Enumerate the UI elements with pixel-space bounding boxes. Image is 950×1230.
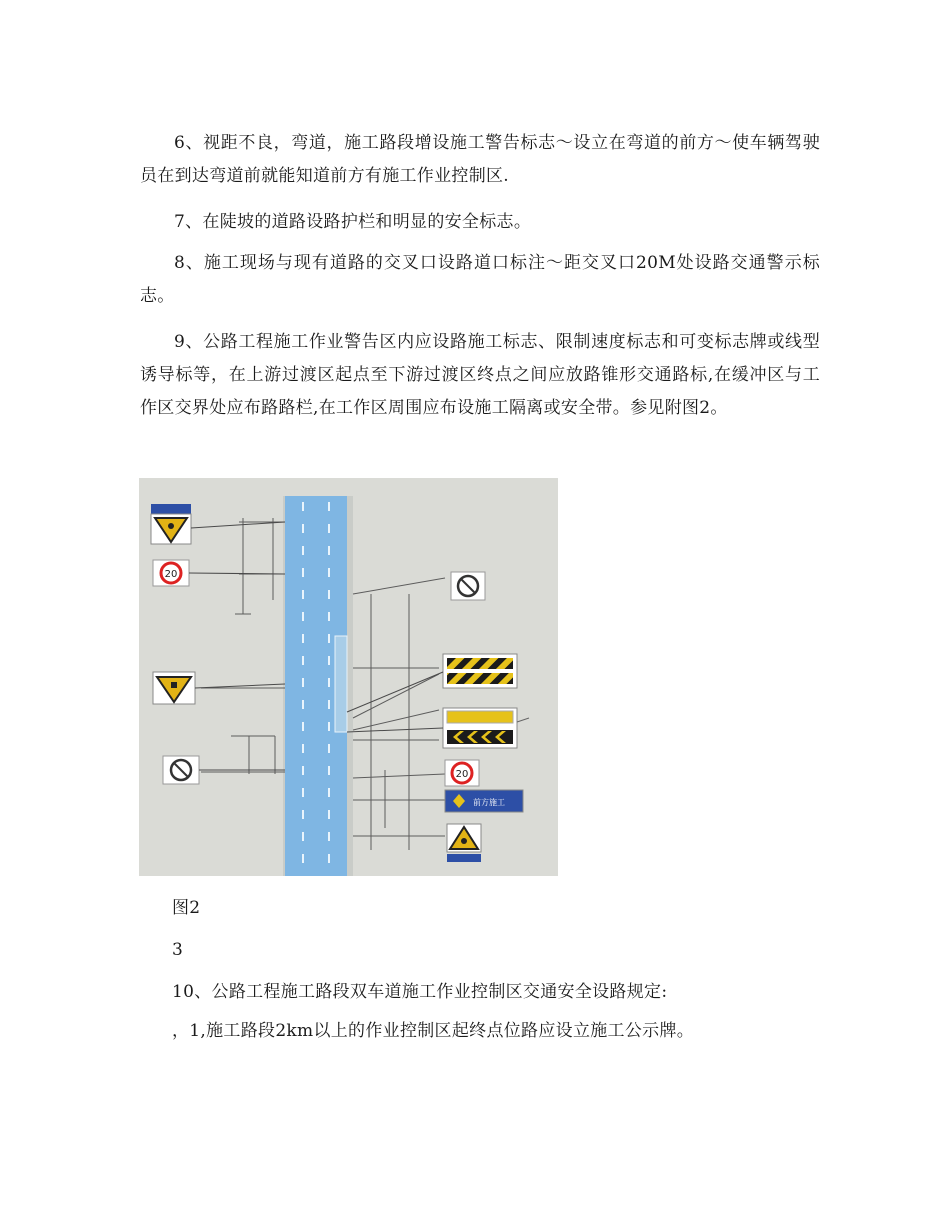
construction-ahead-text: 前方施工 [473, 798, 505, 807]
construction-warning-sign-top [151, 504, 191, 544]
road-barricade [443, 654, 517, 688]
paragraph-9: 9、公路工程施工作业警告区内应设路施工标志、限制速度标志和可变标志牌或线型诱导标等，在上游过渡区起点至下游过渡区终点之间应放路锥形交通路标,在缓冲区与工作区交界处应布路路栏,在工作区周围应布设施工隔离或安全带。参见附图2。 [140, 332, 820, 418]
construction-warning-sign-bottom [447, 824, 481, 862]
warning-triangle-sign-left [153, 672, 195, 704]
right-dimension-lines [353, 578, 445, 850]
page-number: 3 [172, 940, 184, 960]
speed-limit-value-right: 20 [455, 769, 469, 780]
left-dimension-lines [201, 518, 285, 774]
figure-caption: 图2 [172, 898, 201, 918]
paragraph-7: 7、在陡坡的道路设路护栏和明显的安全标志。 [174, 212, 532, 232]
no-overtaking-sign-left [163, 756, 199, 784]
work-area-strip [335, 636, 347, 732]
no-overtaking-sign-right [451, 572, 485, 600]
paragraph-6: 6、视距不良，弯道，施工路段增设施工警告标志～设立在弯道的前方～使车辆驾驶员在到达弯道前就能知道前方有施工作业控制区. [140, 133, 820, 186]
work-zone-diagram [139, 478, 558, 876]
chevron-guide-sign [443, 708, 529, 748]
paragraph-10: 10、公路工程施工路段双车道施工作业控制区交通安全设路规定: [172, 982, 668, 1002]
sub-item-1: ，1,施工路段2km以上的作业控制区起终点位路应设立施工公示牌。 [172, 1021, 695, 1041]
speed-limit-value-left: 20 [164, 569, 178, 580]
paragraph-8: 8、施工现场与现有道路的交叉口设路道口标注～距交叉口20M处设路交通警示标志。 [140, 253, 820, 306]
